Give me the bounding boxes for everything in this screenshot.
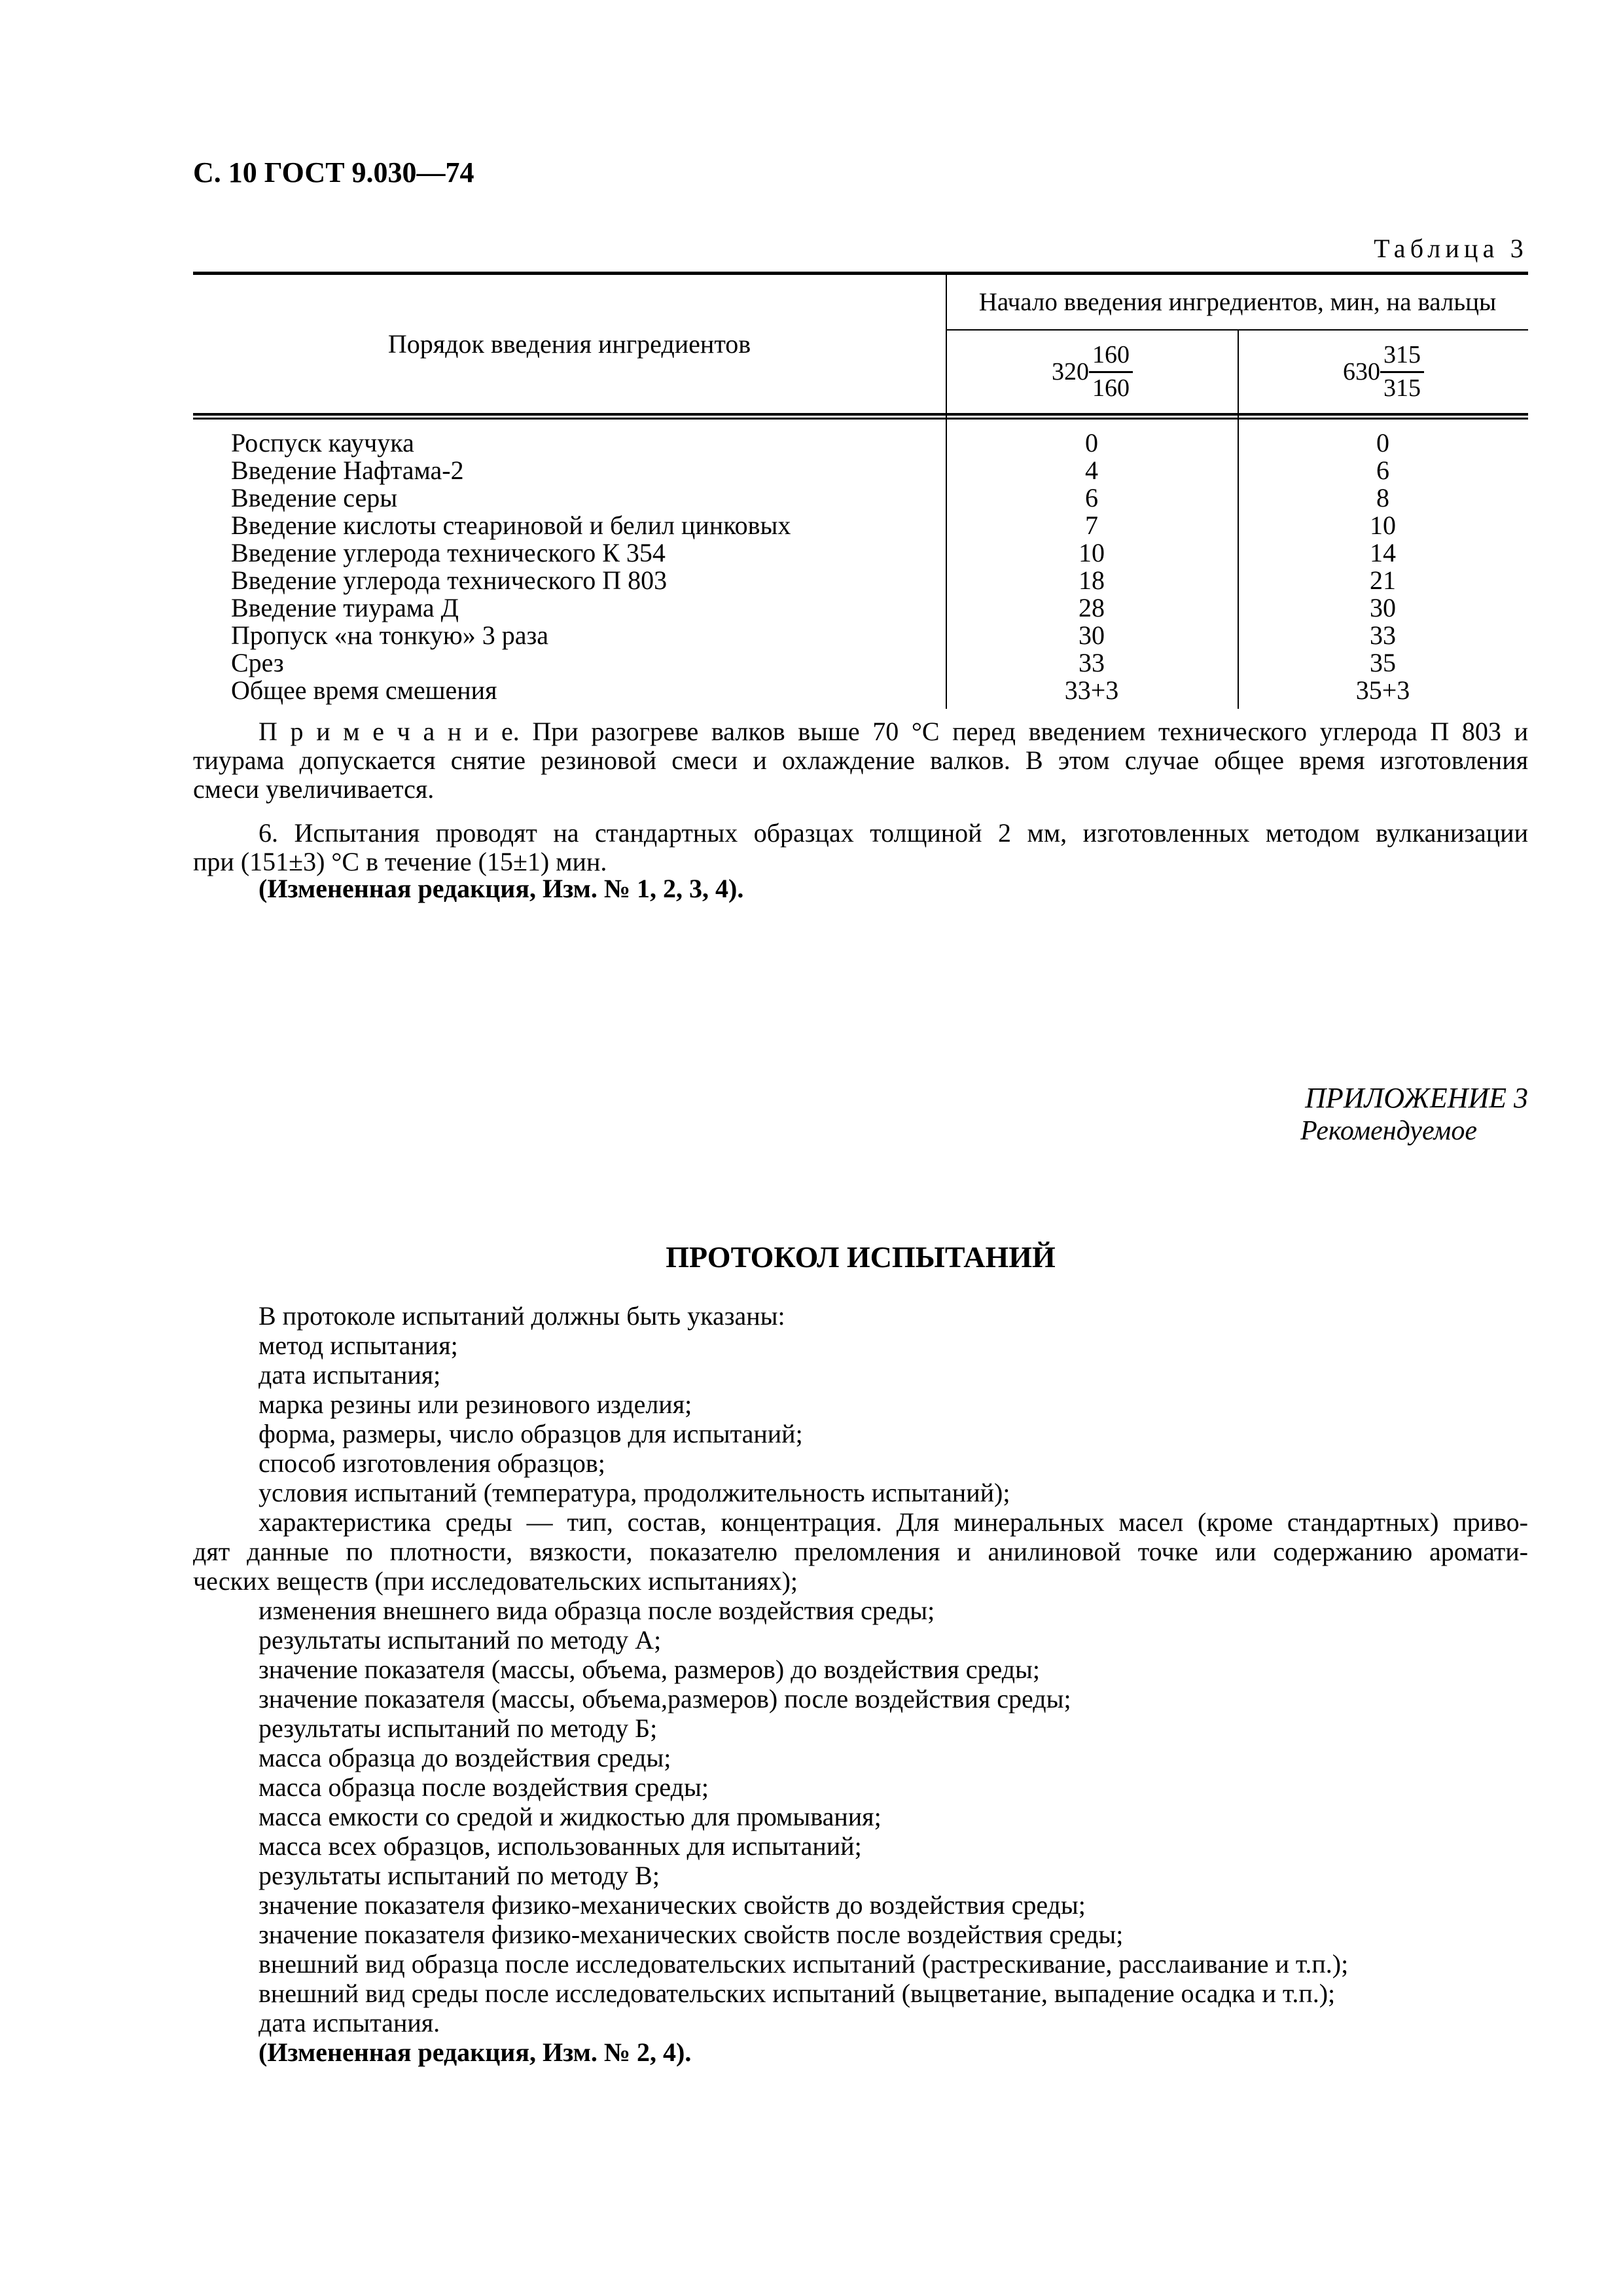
row-value-320: 28: [1079, 592, 1105, 622]
row-value-320: 6: [1085, 482, 1098, 512]
row-value-320: 10: [1079, 537, 1105, 567]
protocol-line: условия испытаний (температура, продолжительность испытаний);: [259, 1478, 1010, 1507]
protocol-line: масса образца до воздействия среды;: [259, 1743, 671, 1772]
row-value-630: 10: [1370, 510, 1396, 540]
column-header-start-times: Начало введения ингредиентов, мин, на вальцы: [978, 288, 1497, 316]
row-label: Введение тиурама Д: [231, 592, 459, 622]
note-line: смеси увеличивается.: [193, 774, 435, 804]
row-value-630: 30: [1370, 592, 1396, 622]
table-row: [193, 566, 1528, 594]
table-row: [193, 621, 1528, 649]
protocol-line: внешний вид образца после исследовательских испытаний (растрескивание, расслаивание и т.п.);: [259, 1949, 1349, 1979]
protocol-line: изменения внешнего вида образца после воздействия среды;: [259, 1596, 935, 1625]
revision-note-2: (Измененная редакция, Изм. № 2, 4).: [259, 2037, 692, 2067]
row-value-320: 4: [1085, 455, 1098, 485]
row-label: Пропуск «на тонкую» 3 раза: [231, 620, 549, 650]
row-value-630: 8: [1376, 482, 1389, 512]
row-label: Общее время смешения: [231, 675, 497, 705]
appendix-title: ПРИЛОЖЕНИЕ 3: [1305, 1082, 1528, 1114]
mill-spec-cell-630: [1239, 331, 1528, 413]
table-caption: Таблица 3: [1374, 234, 1528, 263]
row-value-320: 7: [1085, 510, 1098, 540]
revision-note-1: (Измененная редакция, Изм. № 1, 2, 3, 4).: [259, 874, 744, 903]
protocol-line: марка резины или резинового изделия;: [259, 1390, 692, 1419]
protocol-title: ПРОТОКОЛ ИСПЫТАНИЙ: [666, 1240, 1056, 1274]
row-value-630: 14: [1370, 537, 1396, 567]
table-row: [193, 594, 1528, 621]
row-value-630: 6: [1376, 455, 1389, 485]
protocol-line: ческих веществ (при исследовательских испытаниях);: [193, 1566, 798, 1596]
table-row: [193, 456, 1528, 484]
table-row: [193, 539, 1528, 566]
row-value-630: 35: [1370, 647, 1396, 677]
mill-diameter-630: 630: [1343, 358, 1380, 386]
row-label: Роспуск каучука: [231, 427, 414, 457]
protocol-line: масса всех образцов, использованных для испытаний;: [259, 1831, 862, 1861]
mill-spec-cell-320: [947, 331, 1238, 413]
protocol-line: форма, размеры, число образцов для испытаний;: [259, 1419, 803, 1448]
protocol-body: [193, 1301, 1528, 2067]
protocol-line: В протоколе испытаний должны быть указаны:: [259, 1301, 785, 1331]
mill-diameter-320: 320: [1052, 358, 1089, 386]
protocol-line: результаты испытаний по методу А;: [259, 1625, 662, 1655]
row-value-630: 33: [1370, 620, 1396, 650]
protocol-line: дят данные по плотности, вязкости, показателю преломления и анилиновой точке или содержанию аромати-: [193, 1537, 1528, 1566]
protocol-line: масса емкости со средой и жидкостью для промывания;: [259, 1802, 882, 1831]
protocol-line: результаты испытаний по методу В;: [259, 1861, 660, 1890]
row-label: Введение углерода технического П 803: [231, 565, 668, 595]
clause-6-line: при (151±3) °С в течение (15±1) мин.: [193, 847, 607, 876]
protocol-line: способ изготовления образцов;: [259, 1448, 605, 1478]
table-row: [193, 484, 1528, 511]
column-header-ingredients-order: Порядок введения ингредиентов: [387, 329, 751, 359]
protocol-line: масса образца после воздействия среды;: [259, 1772, 709, 1802]
row-label: Введение Нафтама-2: [231, 455, 464, 485]
appendix-heading: [193, 1082, 1528, 1147]
note-paragraph: [193, 717, 1528, 804]
row-value-630: 0: [1376, 427, 1389, 457]
row-value-320: 33: [1079, 647, 1105, 677]
clause-6-line: 6. Испытания проводят на стандартных образцах толщиной 2 мм, изготовленных методом вулканизации: [259, 818, 1528, 848]
table-double-rule: [193, 413, 1528, 420]
row-label: Введение серы: [231, 482, 398, 512]
protocol-line: метод испытания;: [259, 1331, 458, 1360]
mill-roll-length-den: 160: [1092, 374, 1130, 402]
table-row: [193, 429, 1528, 456]
protocol-line: значение показателя (массы, объема, размеров) до воздействия среды;: [259, 1655, 1041, 1684]
mill-roll-length-den: 315: [1383, 374, 1421, 402]
table-row: [193, 649, 1528, 676]
running-head: С. 10 ГОСТ 9.030—74: [193, 156, 474, 188]
mill-roll-length-num: 315: [1380, 341, 1424, 373]
note-line: тиурама допускается снятие резиновой смеси и охлаждение валков. В этом случае общее время изготовления: [193, 745, 1528, 775]
mill-roll-length-num: 160: [1089, 341, 1133, 373]
row-label: Введение кислоты стеариновой и белил цинковых: [231, 510, 791, 540]
row-value-320: 18: [1079, 565, 1105, 595]
row-label: Введение углерода технического К 354: [231, 537, 666, 567]
protocol-line: дата испытания.: [259, 2008, 440, 2037]
table-row: [193, 511, 1528, 539]
table-row: [193, 676, 1528, 704]
row-value-320: 0: [1085, 427, 1098, 457]
protocol-line: результаты испытаний по методу Б;: [259, 1713, 658, 1743]
protocol-line: внешний вид среды после исследовательских испытаний (выцветание, выпадение осадка и т.п.);: [259, 1979, 1336, 2008]
table-body: [193, 420, 1528, 704]
row-value-630: 21: [1370, 565, 1396, 595]
protocol-line: характеристика среды — тип, состав, концентрация. Для минеральных масел (кроме стандартных) приво-: [259, 1507, 1528, 1537]
clause-6-paragraph: [193, 819, 1528, 876]
appendix-subtitle: Рекомендуемое: [1300, 1116, 1477, 1146]
row-value-320: 30: [1079, 620, 1105, 650]
row-label: Срез: [231, 647, 284, 677]
protocol-line: значение показателя физико-механических свойств после воздействия среды;: [259, 1920, 1124, 1949]
mill-spec-630: [1343, 341, 1424, 403]
protocol-line: значение показателя физико-механических свойств до воздействия среды;: [259, 1890, 1086, 1920]
protocol-line: значение показателя (массы, объема,размеров) после воздействия среды;: [259, 1684, 1071, 1713]
row-value-630: 35+3: [1355, 675, 1410, 705]
mill-spec-320: [1052, 341, 1133, 403]
row-value-320: 33+3: [1064, 675, 1119, 705]
note-line: П р и м е ч а н и е. При разогреве валков выше 70 °С перед введением технического углерода П 803 и: [259, 717, 1528, 746]
ingredients-table: [193, 272, 1528, 710]
protocol-line: дата испытания;: [259, 1360, 441, 1390]
